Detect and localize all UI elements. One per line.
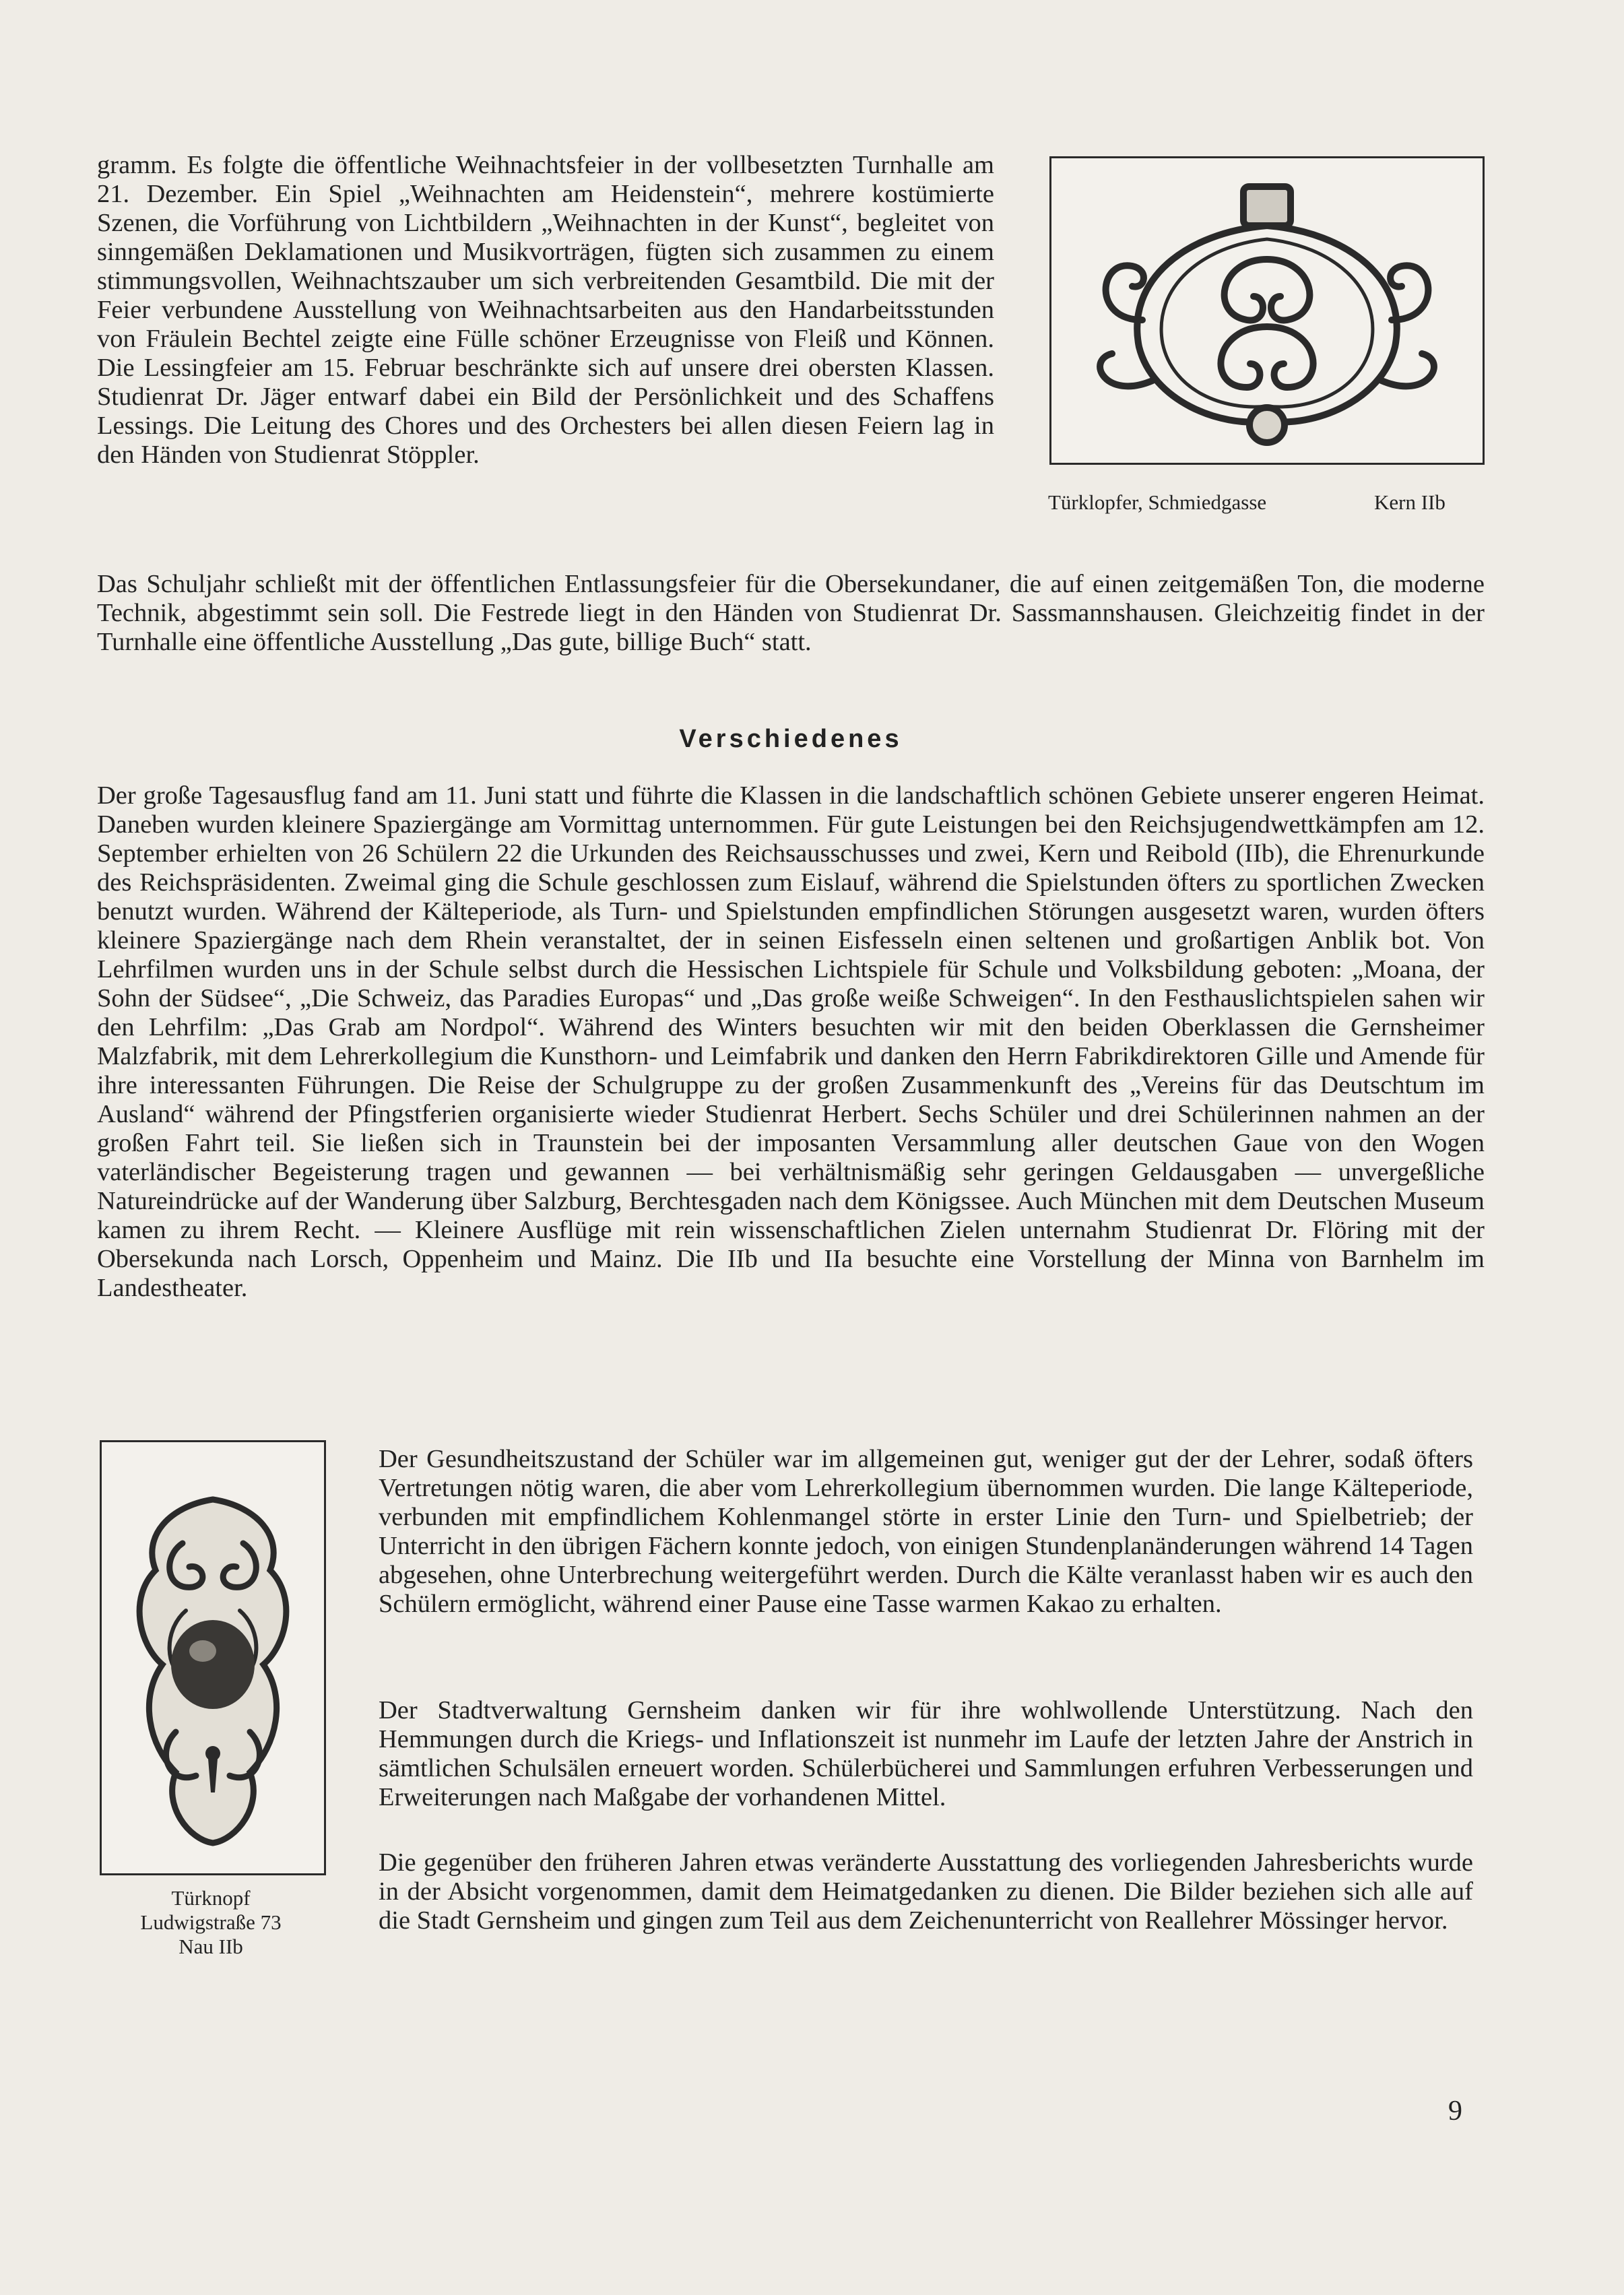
door-knob-caption-title: Türknopf <box>171 1886 251 1910</box>
door-knob-illustration <box>100 1440 326 1875</box>
door-knocker-drawing <box>1051 158 1483 463</box>
paragraph-report-design: Die gegenüber den früheren Jahren etwas veränderte Ausstattung des vorliegenden Jahresberichts wurde in der Absicht vorgenommen, damit dem Heimatgedanken zu dienen. Die Bilder beziehen sich alle auf die Stadt Gernsheim und gingen zum Teil aus dem Zeichenunterricht von Reallehrer Mössinger hervor. <box>379 1848 1473 1935</box>
paragraph-graduation: Das Schuljahr schließt mit der öffentlichen Entlassungsfeier für die Obersekundaner, die auf einen zeitgemäßen Ton, die moderne Technik, abgestimmt sein soll. Die Festrede liegt in den Händen von Studienrat Dr. Sassmannshausen. Gleichzeitig findet in der Turnhalle eine öffentliche Ausstellung „Das gute, billige Buch“ statt. <box>97 570 1485 656</box>
door-knocker-illustration <box>1049 156 1485 465</box>
door-knob-drawing <box>102 1442 324 1873</box>
door-knob-caption <box>94 1886 327 1959</box>
section-heading-verschiedenes: Verschiedenes <box>679 725 903 753</box>
paragraph-city-thanks: Der Stadtverwaltung Gernsheim danken wir für ihre wohlwollende Unterstützung. Nach den Hemmungen durch die Kriegs- und Inflationszeit ist nunmehr im Laufe der letzten Jahre der Anstrich in sämtlichen Schulsälen erneuert worden. Schülerbücherei und Sammlungen erfuhren Verbesserungen und Erweiterungen nach Maßgabe der vorhandenen Mittel. <box>379 1696 1473 1811</box>
paragraph-christmas-celebration: gramm. Es folgte die öffentliche Weihnachtsfeier in der vollbesetzten Turnhalle am 21. Dezember. Ein Spiel „Weihnachten am Heidenstein“, mehrere kostümierte Szenen, die Vorführung von Lichtbildern „Weihnachten in der Kunst“, begleitet von sinngemäßen Deklamationen und Musikvorträgen, fügten sich zusammen zu einem stimmungsvollen, Weihnachtszauber um sich verbreitenden Gesamtbild. Die mit der Feier verbundene Ausstellung von Weihnachtsarbeiten aus den Handarbeitsstunden von Fräulein Bechtel zeigte eine Fülle schöner Erzeugnisse von Fleiß und Können. Die Lessingfeier am 15. Februar beschränkte sich auf unsere drei obersten Klassen. Studienrat Dr. Jäger entwarf dabei ein Bild der Persönlichkeit und des Schaffens Lessings. Die Leitung des Chores und des Orchesters bei allen diesen Feiern lag in den Händen von Studienrat Stöppler. <box>97 151 994 469</box>
door-knocker-caption: Türklopfer, Schmiedgasse <box>1048 490 1267 514</box>
door-knob-caption-address: Ludwigstraße 73 <box>140 1910 282 1934</box>
page-number: 9 <box>1448 2096 1462 2127</box>
door-knocker-credit: Kern IIb <box>1374 490 1446 514</box>
door-knob-caption-credit: Nau IIb <box>178 1935 243 1958</box>
paragraph-health: Der Gesundheitszustand der Schüler war im allgemeinen gut, weniger gut der der Lehrer, sodaß öfters Vertretungen nötig waren, die aber vom Lehrerkollegium übernommen wurden. Die lange Kälteperiode, verbunden mit empfindlichem Kohlenmangel störte in erster Linie den Turn- und Spielbetrieb; der Unterricht in den übrigen Fächern konnte jedoch, von einigen Stundenplanänderungen während 14 Tagen abgesehen, ohne Unterbrechung weitergeführt werden. Durch die Kälte veranlasst haben wir es auch den Schülern ermöglicht, während einer Pause eine Tasse warmen Kakao zu erhalten. <box>379 1445 1473 1618</box>
paragraph-excursions: Der große Tagesausflug fand am 11. Juni statt und führte die Klassen in die landschaftlich schönen Gebiete unserer engeren Heimat. Daneben wurden kleinere Spaziergänge am Vormittag unternommen. Für gute Leistungen bei den Reichsjugendwettkämpfen am 12. September erhielten von 26 Schülern 22 die Urkunden des Reichsausschusses und zwei, Kern und Reibold (IIb), die Ehrenurkunde des Reichspräsidenten. Zweimal ging die Schule geschlossen zum Eislauf, während die Spielstunden öfters zu sportlichen Zwecken benutzt wurden. Während der Kälteperiode, als Turn- und Spielstunden empfindlichen Störungen ausgesetzt waren, wurden öfters kleinere Spaziergänge nach dem Rhein veranstaltet, der in seinen Eisfesseln einen seltenen und großartigen Anblik bot. Von Lehrfilmen wurden uns in der Schule selbst durch die Hessischen Lichtspiele für Schule und Volksbildung geboten: „Moana, der Sohn der Südsee“, „Die Schweiz, das Paradies Europas“ und „Das große weiße Schweigen“. In den Festhauslichtspielen sahen wir den Lehrfilm: „Das Grab am Nordpol“. Während des Winters besuchten wir mit den beiden Oberklassen die Gernsheimer Malzfabrik, mit dem Lehrerkollegium die Kunsthorn- und Leimfabrik und danken den Herrn Fabrikdirektoren Gille und Amende für ihre interessanten Führungen. Die Reise der Schulgruppe zu der großen Zusammenkunft des „Vereins für das Deutschtum im Ausland“ während der Pfingstferien organisierte wieder Studienrat Herbert. Sechs Schüler und drei Schülerinnen nahmen an der großen Fahrt teil. Sie ließen sich in Traunstein bei der imposanten Versammlung aller deutschen Gaue von den Wogen vaterländischer Begeisterung tragen und gewannen — bei verhältnismäßig sehr geringen Geldausgaben — unvergeßliche Natureindrücke auf der Wanderung über Salzburg, Berchtesgaden nach dem Königssee. Auch München mit dem Deutschen Museum kamen zu ihrem Recht. — Kleinere Ausflüge mit rein wissenschaftlichen Zielen unternahm Studienrat Dr. Flöring mit der Obersekunda nach Lorsch, Oppenheim und Mainz. Die IIb und IIa besuchte eine Vorstellung der Minna von Barnhelm im Landestheater. <box>97 781 1485 1302</box>
